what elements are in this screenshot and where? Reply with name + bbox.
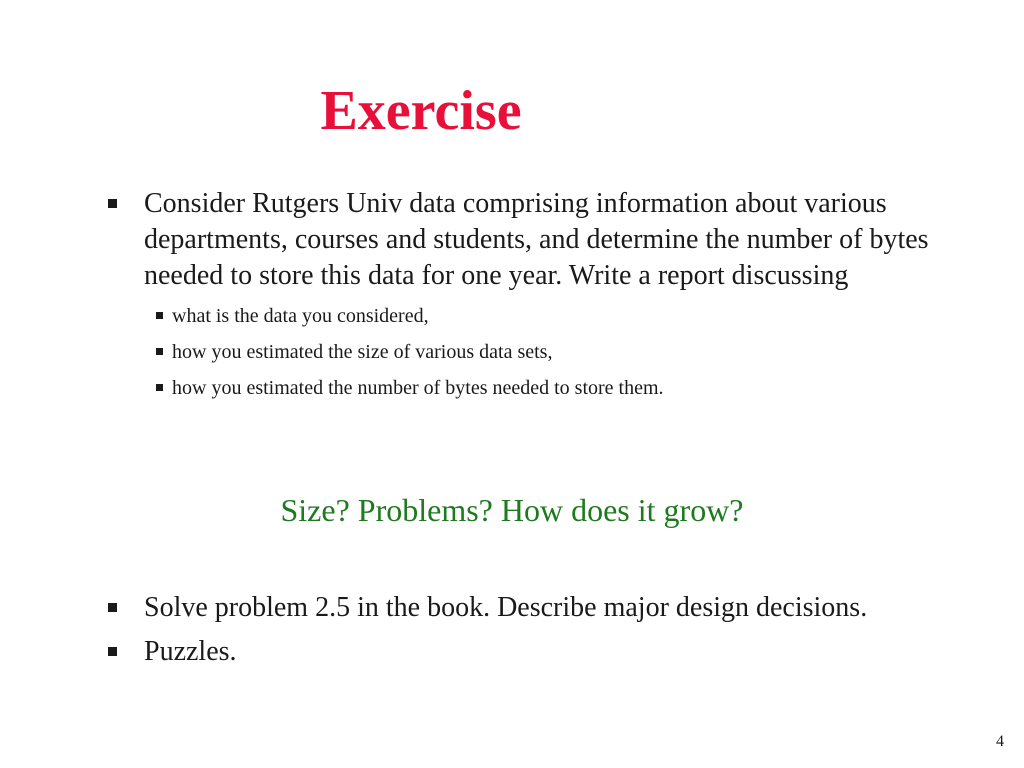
sub-bullet-item xyxy=(144,338,980,366)
sub-bullet-item xyxy=(144,374,980,402)
bullet-item xyxy=(100,590,980,626)
square-bullet-icon xyxy=(156,384,163,391)
bullet-text: Consider Rutgers Univ data comprising information about various departments, courses and students, and determine the number of bytes needed to store this data for one year. Write a report discussing xyxy=(144,188,929,291)
bullet-item xyxy=(100,634,980,670)
sub-bullet-text: how you estimated the size of various data sets, xyxy=(172,341,553,363)
bottom-bullet-list xyxy=(100,590,980,670)
top-bullet-list xyxy=(100,186,980,410)
question-line: Size? Problems? How does it grow? xyxy=(280,492,744,528)
bullet-text: Puzzles. xyxy=(144,636,237,667)
sub-bullet-list xyxy=(144,302,980,402)
page-number: 4 xyxy=(996,733,1004,750)
sub-bullet-text: how you estimated the number of bytes needed to store them. xyxy=(172,377,664,399)
square-bullet-icon xyxy=(108,603,117,612)
square-bullet-icon xyxy=(156,312,163,319)
square-bullet-icon xyxy=(108,647,117,656)
sub-bullet-text: what is the data you considered, xyxy=(172,305,429,327)
sub-bullet-item xyxy=(144,302,980,330)
bullet-item xyxy=(100,186,980,402)
square-bullet-icon xyxy=(108,199,117,208)
slide-title: Exercise xyxy=(320,80,522,142)
square-bullet-icon xyxy=(156,348,163,355)
bullet-text: Solve problem 2.5 in the book. Describe major design decisions. xyxy=(144,592,868,623)
